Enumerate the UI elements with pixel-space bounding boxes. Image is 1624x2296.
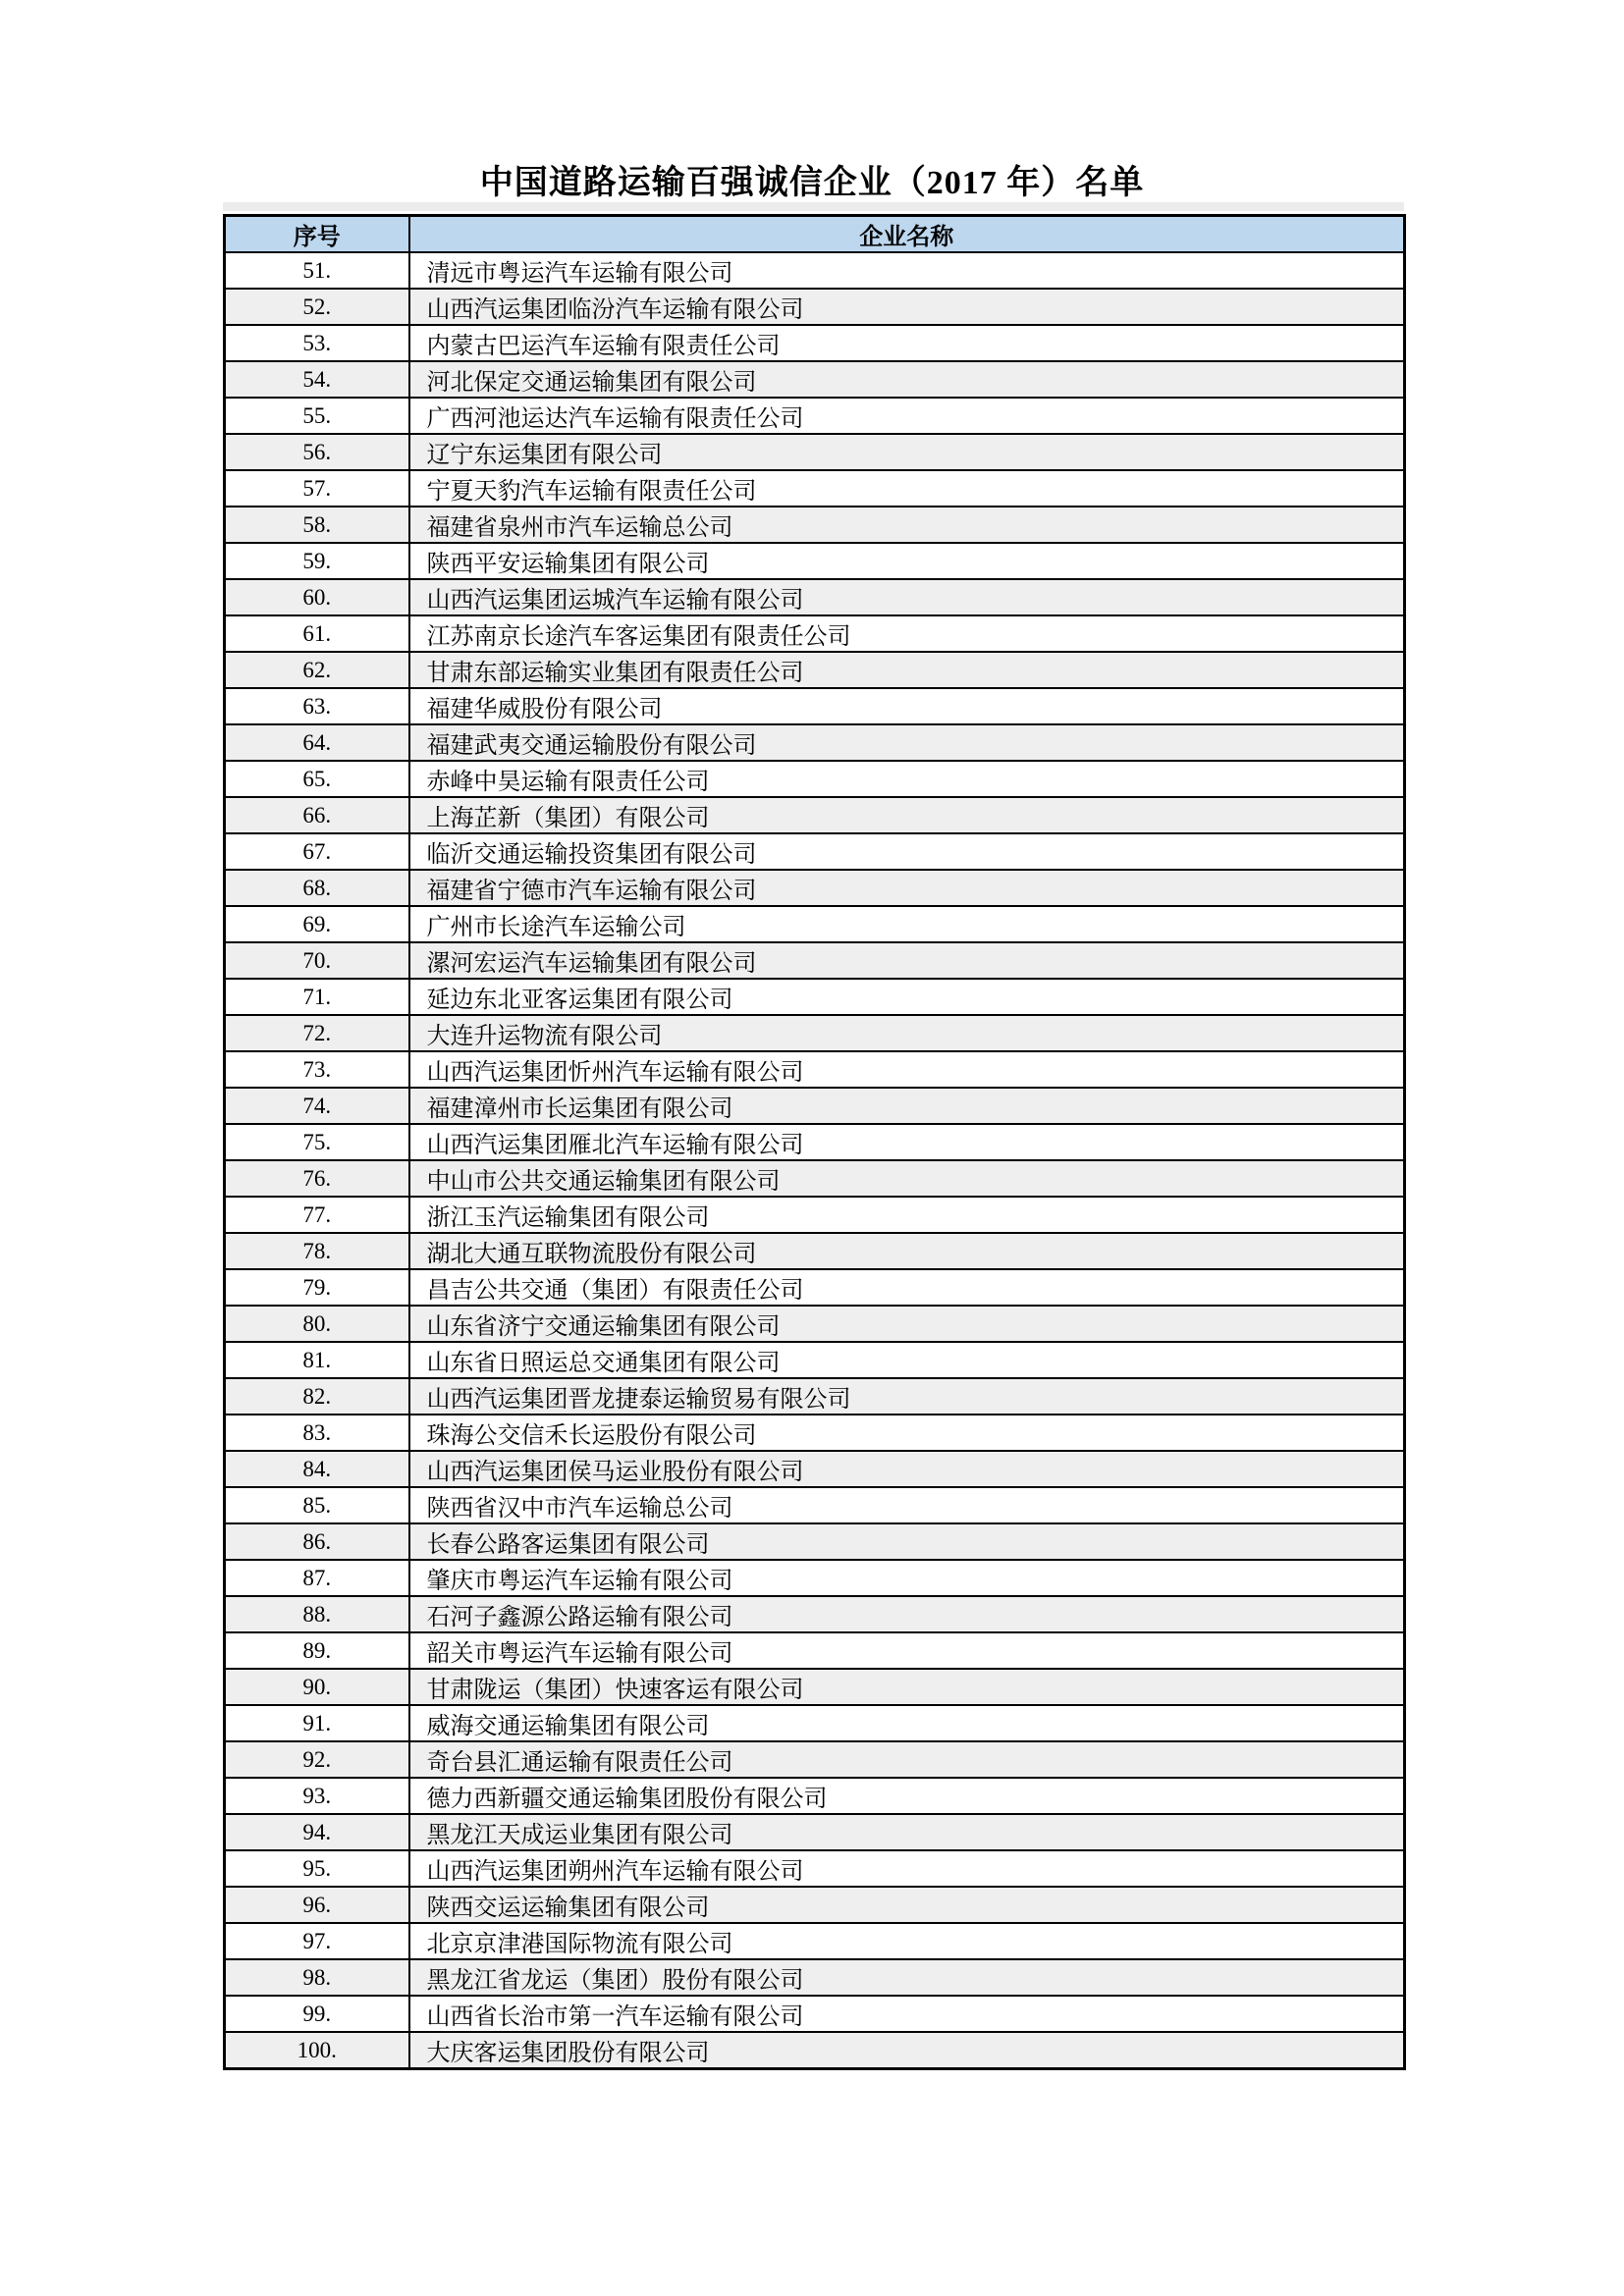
company-name-cell: 奇台县汇通运输有限责任公司 (409, 1741, 1405, 1778)
company-name-cell: 漯河宏运汽车运输集团有限公司 (409, 942, 1405, 979)
company-name-cell: 山西汽运集团朔州汽车运输有限公司 (409, 1850, 1405, 1887)
rank-cell: 65. (225, 761, 409, 797)
table-row (225, 1306, 1405, 1342)
table-row (225, 1814, 1405, 1850)
table-row (225, 870, 1405, 906)
company-name-cell: 福建武夷交通运输股份有限公司 (409, 724, 1405, 761)
rank-cell: 73. (225, 1051, 409, 1088)
rank-cell: 57. (225, 470, 409, 507)
company-name-cell: 威海交通运输集团有限公司 (409, 1705, 1405, 1741)
rank-cell: 89. (225, 1632, 409, 1669)
company-name-cell: 黑龙江省龙运（集团）股份有限公司 (409, 1959, 1405, 1996)
table-row (225, 688, 1405, 724)
company-name-cell: 内蒙古巴运汽车运输有限责任公司 (409, 325, 1405, 361)
rank-cell: 82. (225, 1378, 409, 1415)
table-row (225, 1778, 1405, 1814)
table-row (225, 1015, 1405, 1051)
table-row (225, 1233, 1405, 1269)
company-name-cell: 山西汽运集团临汾汽车运输有限公司 (409, 289, 1405, 325)
table-row (225, 942, 1405, 979)
rank-cell: 69. (225, 906, 409, 942)
company-name-cell: 黑龙江天成运业集团有限公司 (409, 1814, 1405, 1850)
table-row (225, 1705, 1405, 1741)
company-name-cell: 陕西平安运输集团有限公司 (409, 543, 1405, 579)
company-name-cell: 山西汽运集团运城汽车运输有限公司 (409, 579, 1405, 615)
company-name-cell: 陕西交运运输集团有限公司 (409, 1887, 1405, 1923)
table-row (225, 434, 1405, 470)
rank-cell: 64. (225, 724, 409, 761)
rank-cell: 97. (225, 1923, 409, 1959)
rank-cell: 67. (225, 833, 409, 870)
rank-cell: 56. (225, 434, 409, 470)
company-name-cell: 辽宁东运集团有限公司 (409, 434, 1405, 470)
table-row (225, 724, 1405, 761)
table-row (225, 652, 1405, 688)
company-name-cell: 甘肃陇运（集团）快速客运有限公司 (409, 1669, 1405, 1705)
company-name-cell: 江苏南京长途汽车客运集团有限责任公司 (409, 615, 1405, 652)
table-row (225, 1923, 1405, 1959)
company-name-cell: 山西汽运集团晋龙捷泰运输贸易有限公司 (409, 1378, 1405, 1415)
table-row (225, 761, 1405, 797)
company-name-column-header: 企业名称 (409, 216, 1405, 253)
document-title: 中国道路运输百强诚信企业（2017 年）名单 (479, 165, 1145, 201)
rank-cell: 98. (225, 1959, 409, 1996)
company-name-cell: 陕西省汉中市汽车运输总公司 (409, 1487, 1405, 1523)
table-row (225, 1959, 1405, 1996)
rank-cell: 88. (225, 1596, 409, 1632)
rank-cell: 74. (225, 1088, 409, 1124)
company-name-cell: 山东省济宁交通运输集团有限公司 (409, 1306, 1405, 1342)
company-name-cell: 上海芷新（集团）有限公司 (409, 797, 1405, 833)
table-body (225, 252, 1405, 2069)
table-row (225, 252, 1405, 289)
rank-cell: 60. (225, 579, 409, 615)
table-row (225, 543, 1405, 579)
rank-cell: 53. (225, 325, 409, 361)
company-name-cell: 肇庆市粤运汽车运输有限公司 (409, 1560, 1405, 1596)
table-row (225, 1887, 1405, 1923)
rank-cell: 93. (225, 1778, 409, 1814)
company-name-cell: 赤峰中昊运输有限责任公司 (409, 761, 1405, 797)
company-name-cell: 山西汽运集团侯马运业股份有限公司 (409, 1451, 1405, 1487)
rank-cell: 77. (225, 1197, 409, 1233)
table-row (225, 2032, 1405, 2069)
table-row (225, 1596, 1405, 1632)
company-name-cell: 昌吉公共交通（集团）有限责任公司 (409, 1269, 1405, 1306)
rank-cell: 59. (225, 543, 409, 579)
rank-cell: 86. (225, 1523, 409, 1560)
company-name-cell: 山西汽运集团忻州汽车运输有限公司 (409, 1051, 1405, 1088)
table-row (225, 470, 1405, 507)
table-row (225, 579, 1405, 615)
rank-cell: 83. (225, 1415, 409, 1451)
company-name-cell: 清远市粤运汽车运输有限公司 (409, 252, 1405, 289)
rank-cell: 85. (225, 1487, 409, 1523)
table-row (225, 1560, 1405, 1596)
company-name-cell: 浙江玉汽运输集团有限公司 (409, 1197, 1405, 1233)
table-row (225, 906, 1405, 942)
company-name-cell: 河北保定交通运输集团有限公司 (409, 361, 1405, 398)
company-name-cell: 湖北大通互联物流股份有限公司 (409, 1233, 1405, 1269)
company-name-cell: 德力西新疆交通运输集团股份有限公司 (409, 1778, 1405, 1814)
rank-cell: 61. (225, 615, 409, 652)
company-name-cell: 山西省长治市第一汽车运输有限公司 (409, 1996, 1405, 2032)
rank-cell: 87. (225, 1560, 409, 1596)
company-name-cell: 福建华威股份有限公司 (409, 688, 1405, 724)
rank-cell: 94. (225, 1814, 409, 1850)
table-row (225, 1523, 1405, 1560)
table-row (225, 1632, 1405, 1669)
rank-cell: 100. (225, 2032, 409, 2069)
table-row (225, 1160, 1405, 1197)
company-name-cell: 山东省日照运总交通集团有限公司 (409, 1342, 1405, 1378)
rank-cell: 84. (225, 1451, 409, 1487)
rank-cell: 51. (225, 252, 409, 289)
rank-cell: 90. (225, 1669, 409, 1705)
rank-cell: 79. (225, 1269, 409, 1306)
company-table (223, 214, 1406, 2070)
company-name-cell: 北京京津港国际物流有限公司 (409, 1923, 1405, 1959)
table-row (225, 1850, 1405, 1887)
table-row (225, 1996, 1405, 2032)
rank-cell: 63. (225, 688, 409, 724)
table-row (225, 507, 1405, 543)
table-row (225, 1415, 1405, 1451)
rank-cell: 96. (225, 1887, 409, 1923)
rank-cell: 66. (225, 797, 409, 833)
rank-column-header: 序号 (225, 216, 409, 253)
table-row (225, 1378, 1405, 1415)
rank-cell: 92. (225, 1741, 409, 1778)
rank-cell: 91. (225, 1705, 409, 1741)
table-header-row (225, 216, 1405, 253)
rank-cell: 76. (225, 1160, 409, 1197)
company-name-cell: 中山市公共交通运输集团有限公司 (409, 1160, 1405, 1197)
table-row (225, 1451, 1405, 1487)
company-name-cell: 大连升运物流有限公司 (409, 1015, 1405, 1051)
company-name-cell: 福建省宁德市汽车运输有限公司 (409, 870, 1405, 906)
table-row (225, 1124, 1405, 1160)
rank-cell: 80. (225, 1306, 409, 1342)
previous-row-sliver (223, 202, 1404, 211)
table-row (225, 833, 1405, 870)
table-row (225, 615, 1405, 652)
rank-cell: 78. (225, 1233, 409, 1269)
rank-cell: 75. (225, 1124, 409, 1160)
rank-cell: 54. (225, 361, 409, 398)
table-row (225, 1741, 1405, 1778)
rank-cell: 72. (225, 1015, 409, 1051)
rank-cell: 70. (225, 942, 409, 979)
company-name-cell: 山西汽运集团雁北汽车运输有限公司 (409, 1124, 1405, 1160)
rank-cell: 99. (225, 1996, 409, 2032)
company-name-cell: 大庆客运集团股份有限公司 (409, 2032, 1405, 2069)
table-row (225, 1487, 1405, 1523)
table-row (225, 1051, 1405, 1088)
company-name-cell: 宁夏天豹汽车运输有限责任公司 (409, 470, 1405, 507)
rank-cell: 68. (225, 870, 409, 906)
company-name-cell: 韶关市粤运汽车运输有限公司 (409, 1632, 1405, 1669)
rank-cell: 58. (225, 507, 409, 543)
company-name-cell: 福建省泉州市汽车运输总公司 (409, 507, 1405, 543)
company-name-cell: 临沂交通运输投资集团有限公司 (409, 833, 1405, 870)
table-row (225, 325, 1405, 361)
company-name-cell: 长春公路客运集团有限公司 (409, 1523, 1405, 1560)
table-row (225, 1669, 1405, 1705)
company-name-cell: 石河子鑫源公路运输有限公司 (409, 1596, 1405, 1632)
table-row (225, 361, 1405, 398)
company-name-cell: 延边东北亚客运集团有限公司 (409, 979, 1405, 1015)
company-name-cell: 福建漳州市长运集团有限公司 (409, 1088, 1405, 1124)
table-row (225, 289, 1405, 325)
rank-cell: 95. (225, 1850, 409, 1887)
company-name-cell: 广州市长途汽车运输公司 (409, 906, 1405, 942)
company-name-cell: 广西河池运达汽车运输有限责任公司 (409, 398, 1405, 434)
company-name-cell: 甘肃东部运输实业集团有限责任公司 (409, 652, 1405, 688)
rank-cell: 81. (225, 1342, 409, 1378)
table-row (225, 1088, 1405, 1124)
rank-cell: 55. (225, 398, 409, 434)
table-row (225, 1269, 1405, 1306)
rank-cell: 62. (225, 652, 409, 688)
table-row (225, 398, 1405, 434)
table-row (225, 1197, 1405, 1233)
company-name-cell: 珠海公交信禾长运股份有限公司 (409, 1415, 1405, 1451)
table-row (225, 1342, 1405, 1378)
rank-cell: 71. (225, 979, 409, 1015)
table-row (225, 979, 1405, 1015)
table-row (225, 797, 1405, 833)
rank-cell: 52. (225, 289, 409, 325)
